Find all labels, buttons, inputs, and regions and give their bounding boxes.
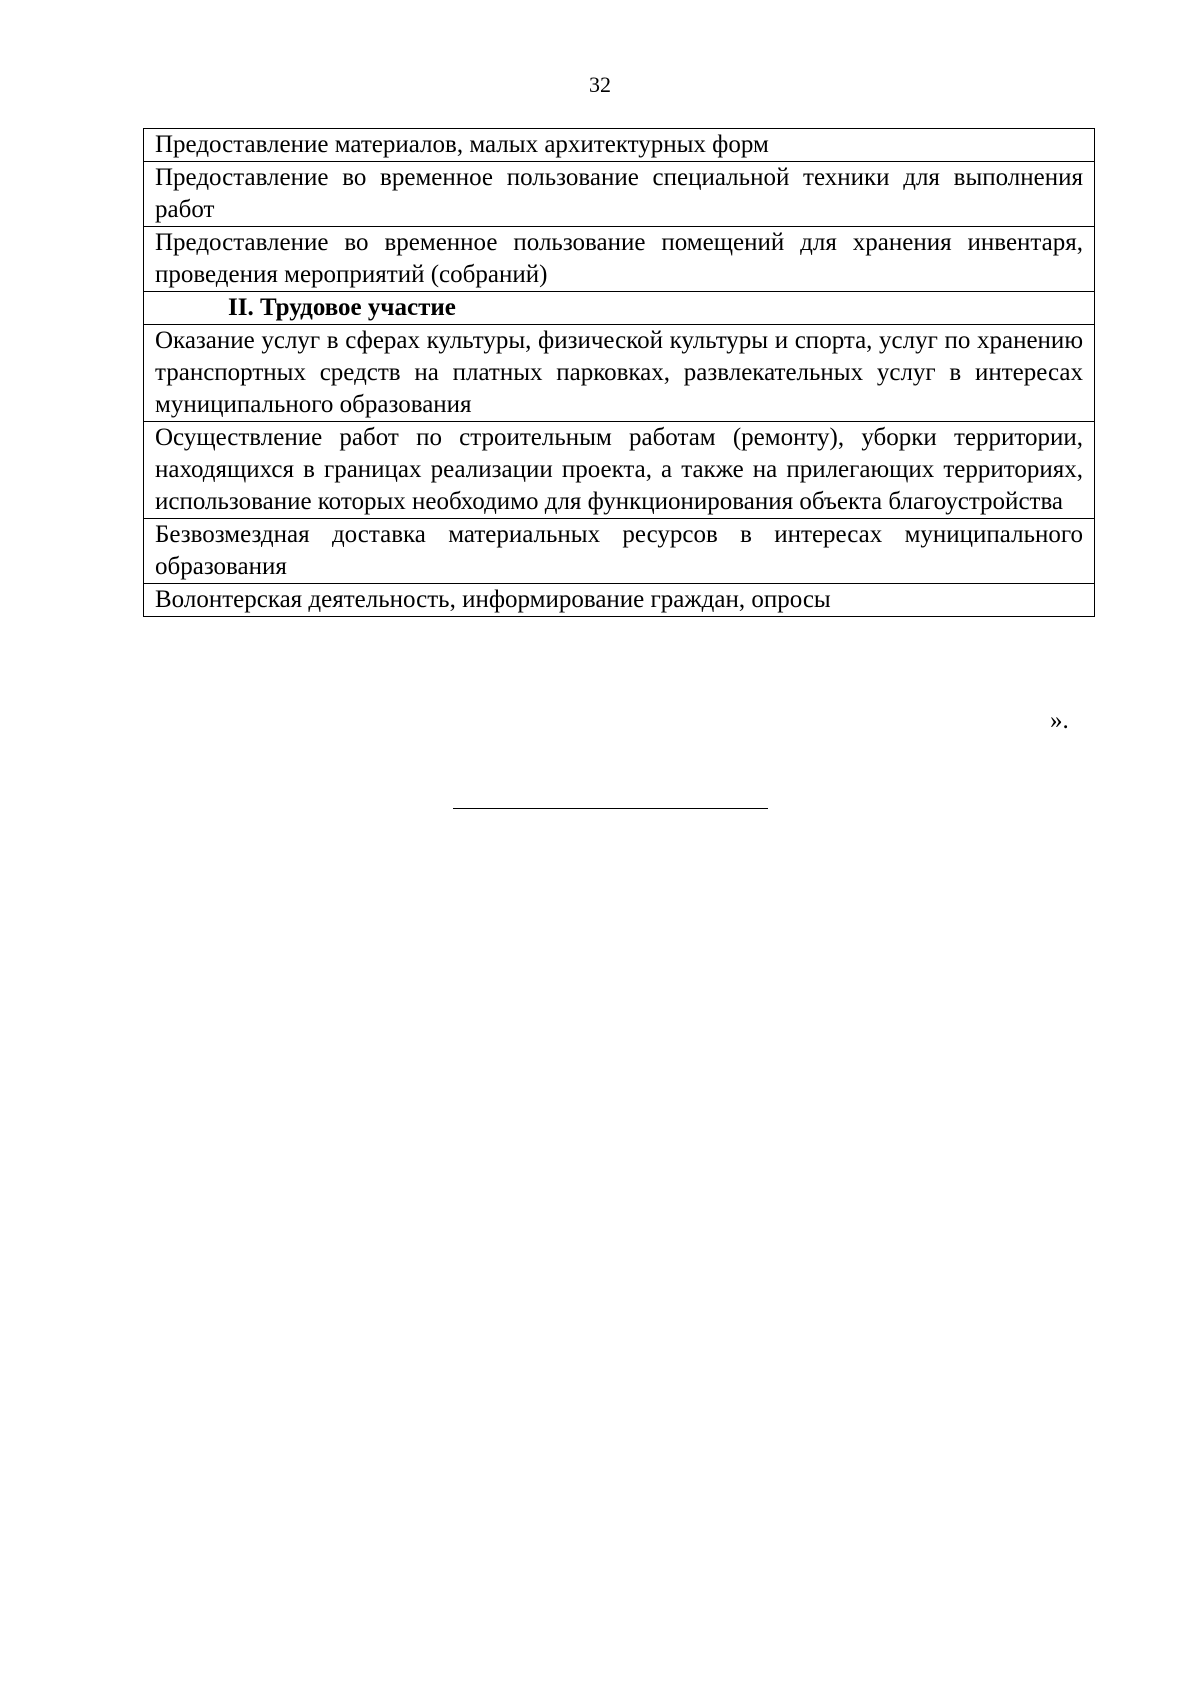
end-of-document-line [453, 808, 768, 809]
contribution-table [143, 128, 1095, 617]
table-cell: Предоставление материалов, малых архитектурных форм [144, 129, 1095, 162]
table-row [144, 227, 1095, 292]
table-section-heading-row [144, 292, 1095, 325]
table-row [144, 162, 1095, 227]
table-row [144, 584, 1095, 617]
table-cell: Безвозмездная доставка материальных ресурсов в интересах муниципального образования [144, 519, 1095, 584]
table-cell: Предоставление во временное пользование помещений для хранения инвентаря, проведения мероприятий (собраний) [144, 227, 1095, 292]
table-row [144, 129, 1095, 162]
table-row [144, 422, 1095, 519]
table-cell: Осуществление работ по строительным работам (ремонту), уборки территории, находящихся в границах реализации проекта, а также на прилегающих территориях, использование которых необходимо для функционирования объекта благоустройства [144, 422, 1095, 519]
page-number: 32 [589, 72, 611, 97]
table-cell: Волонтерская деятельность, информирование граждан, опросы [144, 584, 1095, 617]
closing-quote-mark: ». [1050, 707, 1069, 734]
table-cell: Оказание услуг в сферах культуры, физической культуры и спорта, услуг по хранению транспортных средств на платных парковках, развлекательных услуг в интересах муниципального образования [144, 325, 1095, 422]
table-row [144, 325, 1095, 422]
table-cell: Предоставление во временное пользование специальной техники для выполнения работ [144, 162, 1095, 227]
table-row [144, 519, 1095, 584]
section-heading: II. Трудовое участие [144, 292, 1095, 325]
